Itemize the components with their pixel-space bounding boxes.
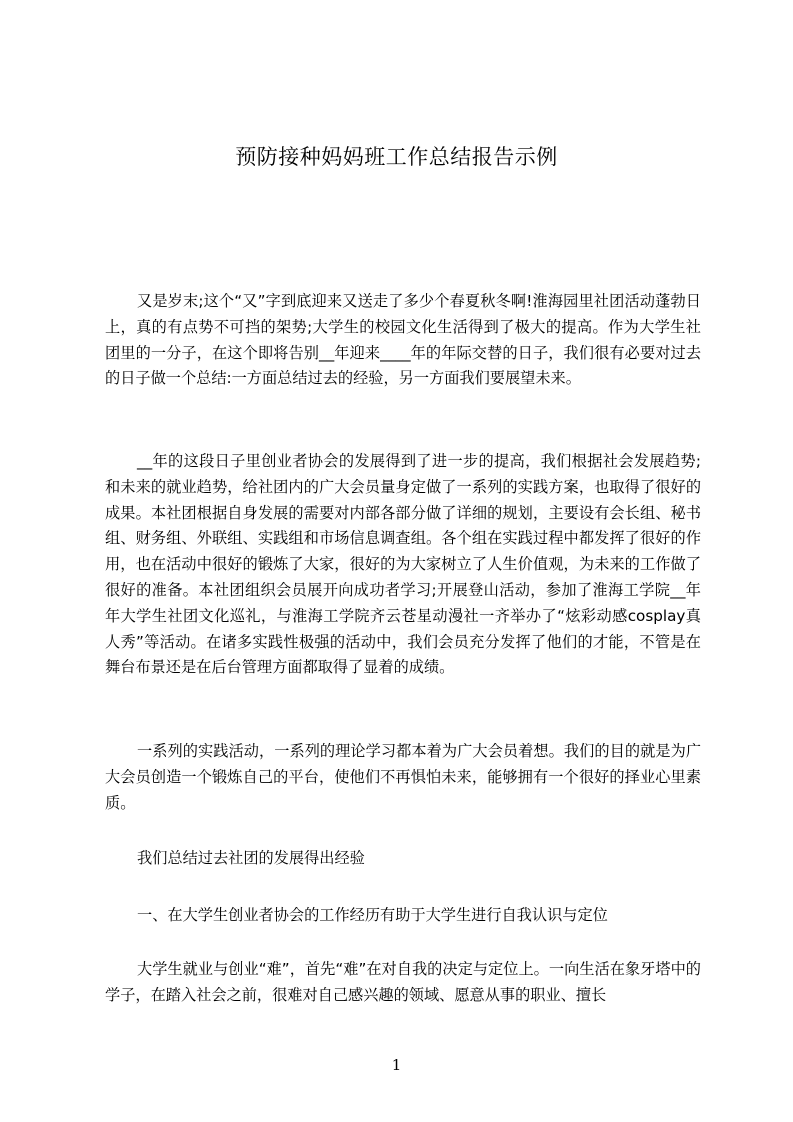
paragraph-activities: __年的这段日子里创业者协会的发展得到了进一步的提高，我们根据社会发展趋势;和未来的就业趋势，给社团内的广大会员量身定做了一系列的实践方案，也取得了很好的成果。本社团根据自身发展的需要对内部各部分做了详细的规划，主要设有会长组、秘书组、财务组、外联组、实践组和市场信息调查组。各个组在实践过程中都发挥了很好的作用，也在活动中很好的锻炼了大家，很好的为大家树立了人生价值观，为未来的工作做了很好的准备。本社团组织会员展开向成功者学习;开展登山活动，参加了淮海工学院__年年大学生社团文化巡礼，与淮海工学院齐云苍星动漫社一齐举办了“炫彩动感cosplay真人秀”等活动。在诸多实践性极强的活动中，我们会员充分发挥了他们的才能，不管是在舞台布景还是在后台管理方面都取得了显着的成绩。 (105, 452, 701, 677)
document-title: 预防接种妈妈班工作总结报告示例 (235, 145, 558, 169)
page-number: 1 (391, 1056, 402, 1074)
paragraph-purpose: 一系列的实践活动，一系列的理论学习都本着为广大会员着想。我们的目的就是为广大会员创造一个锻炼自己的平台，使他们不再惧怕未来，能够拥有一个很好的择业心里素质。 (105, 742, 701, 812)
section-summary-line: 我们总结过去社团的发展得出经验 (137, 849, 365, 867)
section-heading-one: 一、在大学生创业者协会的工作经历有助于大学生进行自我认识与定位 (137, 906, 608, 924)
paragraph-employment: 大学生就业与创业“难”，首先“难”在对自我的决定与定位上。一向生活在象牙塔中的学子，在踏入社会之前，很难对自己感兴趣的领域、愿意从事的职业、擅长 (105, 960, 701, 1004)
paragraph-intro: 又是岁末;这个“又”字到底迎来又送走了多少个春夏秋冬啊!淮海园里社团活动蓬勃日上，真的有点势不可挡的架势;大学生的校园文化生活得到了极大的提高。作为大学生社团里的一分子，在这个即将告别__年迎来____年的年际交替的日子，我们很有必要对过去的日子做一个总结:一方面总结过去的经验，另一方面我们要展望未来。 (105, 292, 701, 388)
